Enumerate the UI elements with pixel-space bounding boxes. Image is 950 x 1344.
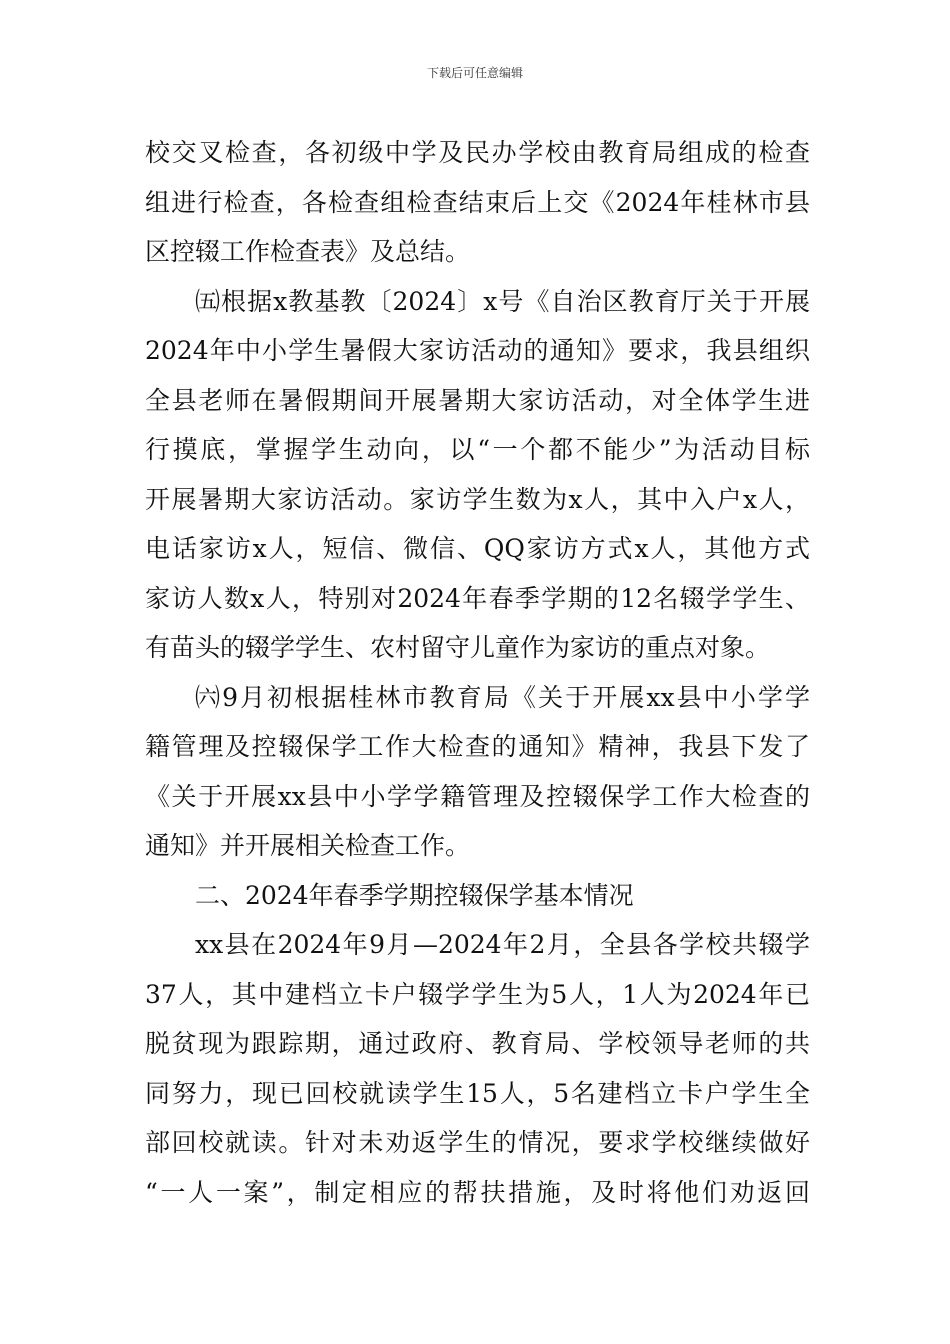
text-line: ㈥9月初根据桂林市教育局《关于开展xx县中小学学	[195, 682, 810, 712]
text-line: 校交叉检查，各初级中学及民办学校由教育局组成的检查	[145, 138, 810, 167]
page-header: 下载后可任意编辑	[426, 66, 523, 80]
text-line: 组进行检查，各检查组检查结束后上交《2024年桂林市县	[145, 187, 810, 217]
text-line: 全县老师在暑假期间开展暑期大家访活动，对全体学生进	[145, 385, 810, 415]
text-line: ㈤根据x教基教〔2024〕x号《自治区教育厅关于开展	[195, 286, 810, 316]
text-line: 籍管理及控辍保学工作大检查的通知》精神，我县下发了	[145, 732, 810, 761]
text-line: 部回校就读。针对未劝返学生的情况，要求学校继续做好	[145, 1128, 810, 1157]
text-line: 通知》并开展相关检查工作。	[145, 831, 471, 860]
text-line: 行摸底，掌握学生动向，以“一个都不能少”为活动目标	[145, 435, 810, 464]
text-line: 同努力，现已回校就读学生15人，5名建档立卡户学生全	[145, 1078, 810, 1108]
text-line: 区控辍工作检查表》及总结。	[145, 237, 471, 266]
text-line: “一人一案”，制定相应的帮扶措施，及时将他们劝返回	[145, 1177, 810, 1207]
text-line: 37人，其中建档立卡户辍学学生为5人，1人为2024年已	[145, 979, 810, 1009]
document-body	[145, 128, 810, 1217]
text-line: 电话家访x人，短信、微信、QQ家访方式x人，其他方式	[145, 534, 810, 563]
text-line: 脱贫现为跟踪期，通过政府、教育局、学校领导老师的共	[145, 1029, 810, 1058]
text-line: xx县在2024年9月—2024年2月，全县各学校共辍学	[195, 930, 810, 959]
text-line: 二、2024年春季学期控辍保学基本情况	[195, 880, 634, 910]
text-line: 《关于开展xx县中小学学籍管理及控辍保学工作大检查的	[145, 781, 810, 811]
text-line: 2024年中小学生暑假大家访活动的通知》要求，我县组织	[145, 336, 810, 365]
text-line: 有苗头的辍学学生、农村留守儿童作为家访的重点对象。	[145, 633, 771, 662]
text-line: 开展暑期大家访活动。家访学生数为x人，其中入户x人，	[145, 484, 810, 514]
text-line: 家访人数x人，特别对2024年春季学期的12名辍学学生、	[145, 583, 810, 613]
